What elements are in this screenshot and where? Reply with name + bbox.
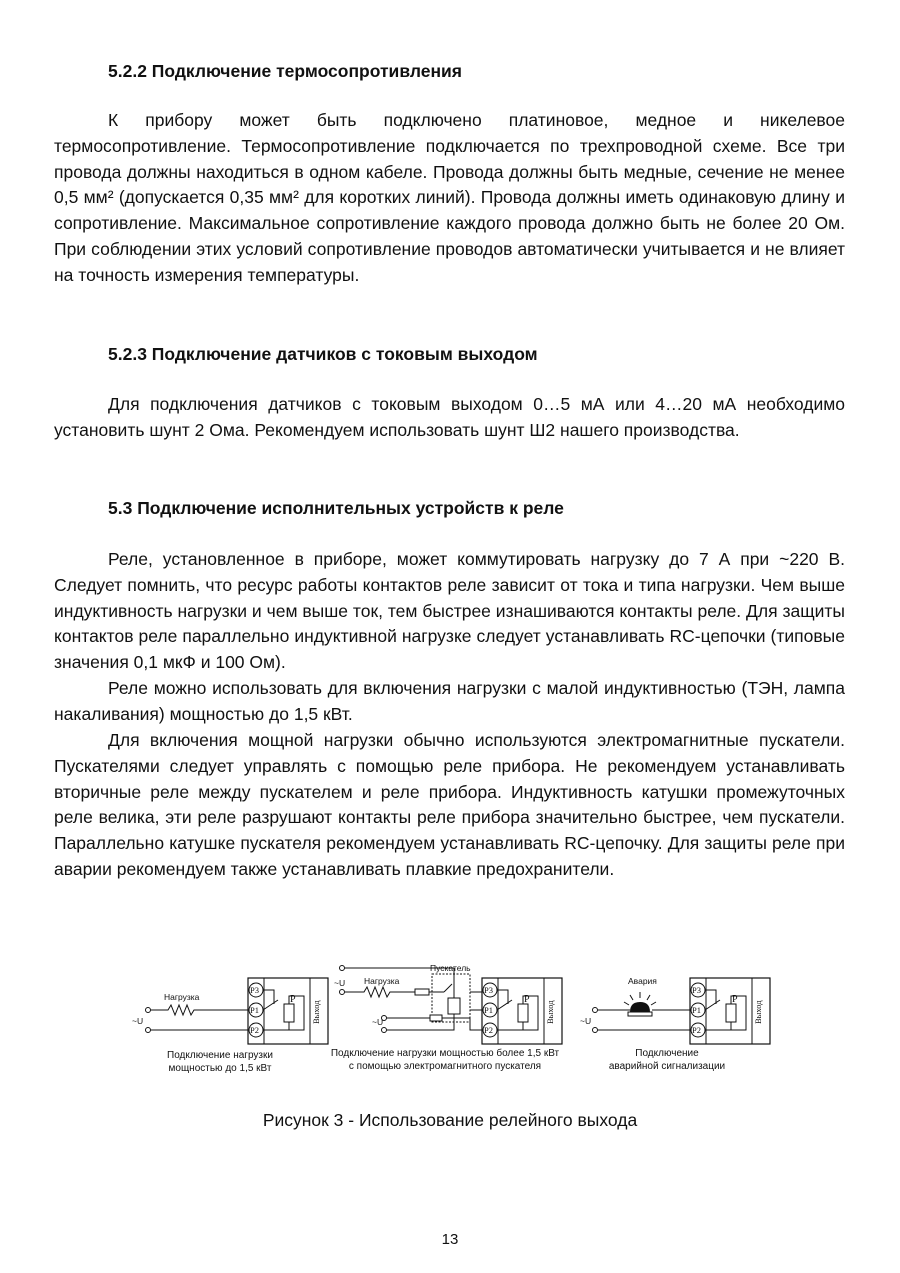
d3-caption-line1: Подключение [635,1048,699,1059]
d1-output-label: Выход [311,1000,321,1024]
d1-terminal-p1: P1 [250,1005,259,1015]
d2-caption-line2: с помощью электромагнитного пускателя [348,1061,542,1072]
diagram-alarm-signal [580,976,770,1072]
paragraph-low-inductance: Реле можно использовать для включения нагрузки с малой индуктивностью (ТЭН, лампа накаливания) мощностью до 1,5 кВт. [54,678,845,724]
d3-terminal-p2: P2 [692,1025,701,1035]
d2-load-label: Нагрузка [364,976,400,986]
d3-supply-label: ~U [580,1016,592,1026]
d3-alarm-label: Авария [628,976,657,986]
relay-wiring-figure [130,962,780,1082]
d2-caption-line1: Подключение нагрузки мощностью более 1,5 кВт [330,1048,560,1059]
diagram-load-up-to-1-5kw [132,978,328,1074]
d3-output-label: Выход [753,1000,763,1024]
paragraph-starters: Для включения мощной нагрузки обычно используются электромагнитные пускатели. Пускателями следует управлять с помощью реле прибора. Не рекомендуем устанавливать вторичные реле между пускателем и реле прибора. Индуктивность катушки промежуточных реле велика, эти реле разрушают контакты реле прибора значительно быстрее, чем пускатели. Параллельно катушке пускателя рекомендуем устанавливать RC-цепочку. Для защиты реле при аварии рекомендуем также устанавливать плавкие предохранители. [54,730,845,879]
d2-terminal-p1: P1 [484,1005,493,1015]
d1-caption-line1: Подключение нагрузки [167,1050,273,1061]
paragraph-relay-load: Реле, установленное в приборе, может коммутировать нагрузку до 7 А при ~220 В. Следует помнить, что ресурс работы контактов реле зависит от тока и типа нагрузки. Чем выше индуктивность нагрузки и чем выше ток, тем быстрее изнашиваются контакты реле. Для защиты контактов реле параллельно индуктивной нагрузке следует устанавливать RC-цепочки (типовые значения 0,1 мкФ и 100 Ом). [54,549,845,673]
paragraph-thermoresistance: К прибору может быть подключено платиновое, медное и никелевое термосопротивление. Термосопротивление подключается по трехпроводной схеме. Все три провода должны находиться в одном кабеле. Провода должны быть медные, сечение не менее 0,5 мм² (допускается 0,35 мм² для коротких линий). Провода должны иметь одинаковую длину и сопротивление. Максимальное сопротивление каждого провода должно быть не более 20 Ом. При соблюдении этих условий сопротивление проводов автоматически учитывается и не влияет на точность измерения температуры. [54,110,845,285]
page-number: 13 [441,1231,459,1248]
alarm-lamp-icon [630,1002,650,1012]
d3-caption-line2: аварийной сигнализации [608,1061,726,1072]
d3-relay-label: P [732,994,738,1005]
d2-supply-label-bottom: ~U [372,1017,384,1027]
d2-terminal-p2: P2 [484,1025,493,1035]
paragraph-current-sensors: Для подключения датчиков с токовым выходом 0…5 мА или 4…20 мА необходимо установить шунт 2 Ома. Рекомендуем использовать шунт Ш2 нашего производства. [54,394,845,440]
section-heading-5-2-3: 5.2.3 Подключение датчиков с токовым выходом [108,344,538,364]
d3-terminal-p1: P1 [692,1005,701,1015]
diagram-load-over-1-5kw-starter [331,963,562,1072]
section-heading-5-3: 5.3 Подключение исполнительных устройств к реле [108,498,564,518]
d2-starter-label: Пускатель [430,963,471,973]
d1-caption-line2: мощностью до 1,5 кВт [168,1063,272,1074]
d1-relay-label: P [290,994,296,1005]
relay-wiring-diagrams [130,962,780,1082]
d3-terminal-p3: P3 [692,985,701,995]
figure-caption: Рисунок 3 - Использование релейного выхода [262,1110,638,1130]
d2-relay-label: P [524,994,530,1005]
d1-supply-label: ~U [132,1016,144,1026]
d1-terminal-p3: P3 [250,985,259,995]
d1-load-label: Нагрузка [164,992,200,1002]
d2-supply-label-top: ~U [334,978,346,988]
d2-terminal-p3: P3 [484,985,493,995]
section-heading-5-2-2: 5.2.2 Подключение термосопротивления [108,61,462,81]
d2-output-label: Выход [545,1000,555,1024]
d1-terminal-p2: P2 [250,1025,259,1035]
